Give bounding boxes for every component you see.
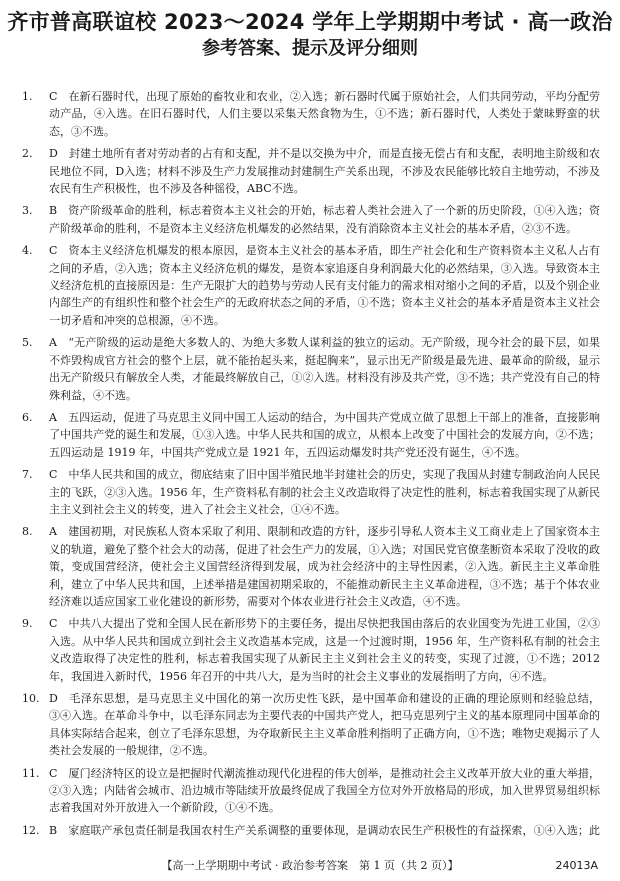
answer-item [22,145,600,197]
answer-number: 5. [22,336,33,350]
answer-number: 3. [22,204,33,218]
answer-item [22,765,600,817]
answer-explanation: D 封建土地所有者对劳动者的占有和支配，并不是以交换为中介，而是直接无偿占有和支配，表明地主阶级和农民地位不同，D入选；材料不涉及生产力发展推动封建制生产关系出现，不涉及农民能够比较自主地劳动，不涉及农民有生产积极性，也不涉及各种徭役，ABC不选。 [49,147,600,196]
answer-number: 11. [22,766,40,780]
answer-number: 12. [22,823,40,837]
footer-paper-code: 24013A [555,859,598,872]
answer-explanation: C 在新石器时代，出现了原始的畜牧业和农业，②入选；新石器时代属于原始社会，人们共同劳动，平均分配劳动产品，④入选。在旧石器时代，人们主要以采集天然食物为生，①不选；新石器时代，人类处于蒙昧野蛮的状态，③不选。 [49,90,600,138]
answer-explanation: A “无产阶级的运动是绝大多数人的、为绝大多数人谋利益的独立的运动。无产阶级，现今社会的最下层，如果不炸毁构成官方社会的整个上层，就不能抬起头来，挺起胸来”，显示出无产阶级是最先进、最革命的阶级，显示出无产阶级只有解放全人类，才能最终解放自己，①②入选。材料没有涉及共产党，③不选；共产党没有自己的特殊利益，④不选。 [49,336,600,402]
page-title: 齐市普高联谊校 2023～2024 学年上学期期中考试 · 高一政治 [7,10,613,34]
answer-explanation: C 厦门经济特区的设立是把握时代潮流推动现代化进程的伟大创举，是推动社会主义改革开放大业的重大举措，②③入选；内陆省会城市、沿边城市等陆续开放最终促成了我国全方位对外开放格局的形成，加入世界贸易组织标志着我国对外开放进入一个新阶段，①④不选。 [49,766,600,815]
answer-list [22,88,600,838]
answer-item [22,88,600,140]
answer-number: 10. [22,692,40,705]
answer-number: 2. [22,147,33,161]
answer-item [22,822,600,838]
answer-number: 6. [22,410,33,424]
answer-item [22,466,600,518]
answer-number: 7. [22,468,33,482]
answer-item [22,409,600,461]
answer-item [22,690,600,760]
page-subtitle: 参考答案、提示及评分细则 [202,38,418,59]
answer-explanation: C 中华人民共和国的成立，彻底结束了旧中国半殖民地半封建社会的历史，实现了我国从封建专制政治向人民民主的飞跃，②③入选。1956 年，生产资料私有制的社会主义改造取得了决定性的胜利，标志着我国实现了从新民主主义到社会主义的转变，进入了社会主义社会，①④不选。 [49,468,600,516]
page-footer [0,857,620,875]
answer-number: 4. [22,244,33,258]
answer-explanation: B 家庭联产承包责任制是我国农村生产关系调整的重要体现，是调动农民生产积极性的有益探索，①④入选；此 [49,823,600,837]
answer-explanation: C 资本主义经济危机爆发的根本原因，是资本主义社会的基本矛盾，即生产社会化和生产资料资本主义私人占有之间的矛盾，②入选；资本主义经济危机的爆发，是资本家追逐自身利润最大化的必然结果，③入选。导致资本主义经济危机的直接原因是：生产无限扩大的趋势与劳动人民有支付能力的需求相对缩小之间的矛盾，以及个别企业内部生产的有组织性和整个社会生产的无政府状态之间的矛盾，①不选；资本主义社会的基本矛盾是资本主义社会一切矛盾和冲突的总根源，④不选。 [49,244,600,327]
answer-explanation: B 资产阶级革命的胜利，标志着资本主义社会的开始，标志着人类社会进入了一个新的历史阶段，①④入选；资产阶级革命的胜利，不是资本主义经济危机爆发的必然结果，没有消除资本主义社会的基本矛盾，②③不选。 [49,204,600,235]
answer-explanation: D 毛泽东思想，是马克思主义中国化的第一次历史性飞跃，是中国革命和建设的正确的理论原则和经验总结，③④入选。在革命斗争中，以毛泽东同志为主要代表的中国共产党人，把马克思列宁主义的基本原理同中国革命的具体实际结合起来，创立了毛泽东思想，为夺取新民主主义革命胜利指明了正确方向，①不选；唯物史观揭示了人类社会发展的一般规律，②不选。 [49,692,600,758]
answer-number: 1. [22,90,33,103]
answer-explanation: A 建国初期，对民族私人资本采取了利用、限制和改造的方针，逐步引导私人资本主义工商业走上了国家资本主义的轨道，避免了整个社会大的动荡，促进了社会生产力的发展，①入选；对国民党官僚垄断资本采取了没收的政策，变成国营经济，使社会主义国营经济得到发展，成为社会经济中的主导性因素，②入选。新民主主义革命胜利，建立了中华人民共和国，上述举措是建国初期采取的，不能推动新民主主义革命进程，③不选；基于个体农业经济难以适应国家工业化建设的新形势，需要对个体农业进行社会主义改造，④不选。 [49,525,600,608]
answer-item [22,242,600,329]
answer-item [22,202,600,237]
answer-item [22,334,600,404]
footer-page-info: 【高一上学期期中考试 · 政治参考答案 第 1 页（共 2 页）】 [161,859,459,872]
answer-explanation: C 中共八大提出了党和全国人民在新形势下的主要任务，提出尽快把我国由落后的农业国变为先进工业国，②③入选。从中华人民共和国成立到社会主义改造基本完成，这是一个过渡时期，1956 年，生产资料私有制的社会主义改造取得了决定性的胜利，标志着我国实现了从新民主主义到社会主义的转变，实现了过渡，①不选；2012 年，我国进入新时代，1956 年召开的中共八大，是为当时的社会主义事业的发展指明了方向，④不选。 [49,617,600,683]
answer-item [22,523,600,610]
answer-explanation: A 五四运动，促进了马克思主义同中国工人运动的结合，为中国共产党成立做了思想上干部上的准备，直接影响了中国共产党的诞生和发展，①③入选。中华人民共和国的成立，从根本上改变了中国社会的发展方向，②不选；五四运动是 1919 年，中国共产党成立是 1921 年，五四运动爆发时共产党还没有诞生，④不选。 [49,410,600,459]
answer-item [22,615,600,685]
answer-number: 8. [22,525,33,539]
answer-number: 9. [22,617,33,631]
